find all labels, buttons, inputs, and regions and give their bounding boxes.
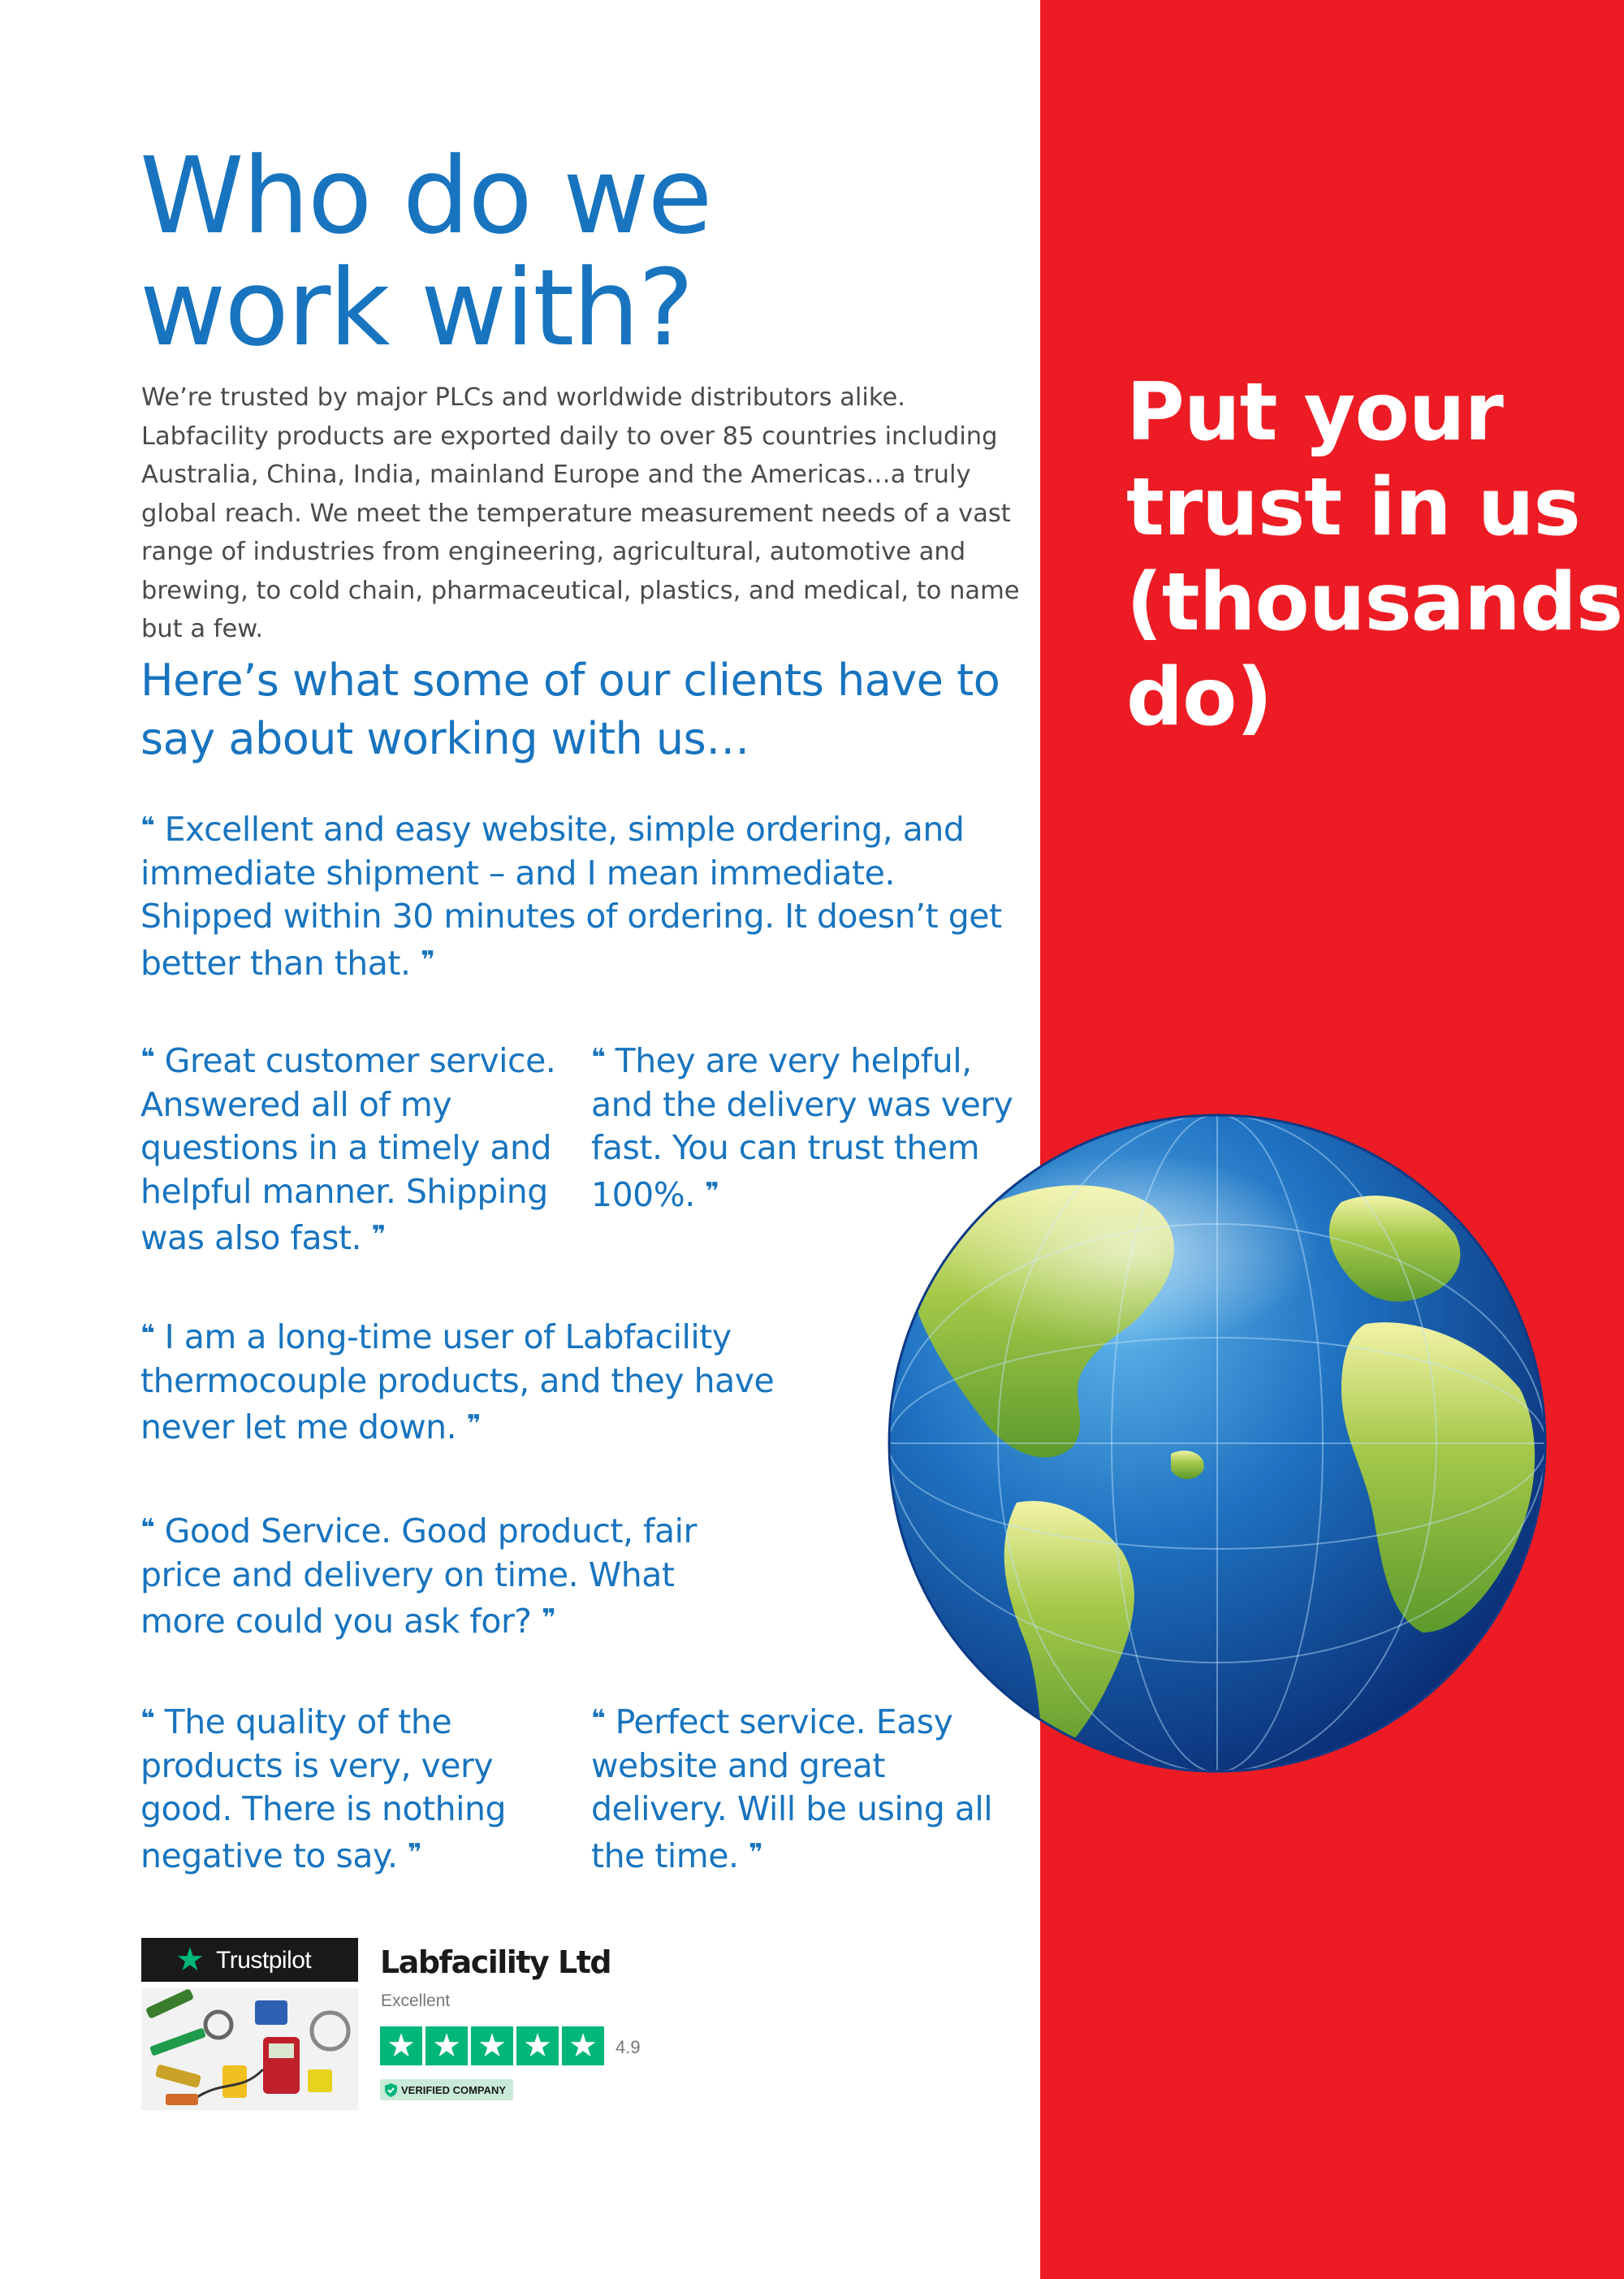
testimonial-text: Good Service. Good product, fair price and delivery on time. What more could you ask for? [140,1511,697,1641]
close-quote-icon: ❞ [421,945,435,975]
close-quote-icon: ❞ [749,1838,763,1867]
testimonial-text: Perfect service. Easy website and great delivery. Will be using all the time. [591,1702,993,1875]
star-icon: ★ [516,2026,559,2065]
testimonial-text: Great customer service. Answered all of my questions in a timely and helpful manner. Shipping was also fast. [140,1041,556,1257]
star-icon: ★ [562,2026,604,2065]
testimonial-text: I am a long-time user of Labfacility thermocouple products, and they have never let me down. [140,1317,775,1447]
globe-illustration [887,1113,1548,1775]
open-quote-icon: ❝ [140,1320,155,1348]
side-heading: Put your trust in us (thousands do) [1126,366,1623,744]
rating-score: 4.9 [615,2037,641,2057]
star-icon: ★ [380,2026,422,2065]
company-name: Labfacility Ltd [380,1944,611,1980]
open-quote-icon: ❝ [591,1044,606,1072]
close-quote-icon: ❞ [371,1221,386,1249]
star-icon: ★ [471,2026,513,2065]
rating-label: Excellent [381,1991,451,2010]
trustpilot-logo [141,1938,358,1982]
page-title: Who do we work with? [140,134,711,370]
trustpilot-widget [141,1938,661,2117]
open-quote-icon: ❝ [140,1044,155,1072]
star-icon: ★ [425,2026,468,2065]
trustpilot-brand: Trustpilot [216,1947,312,1974]
close-quote-icon: ❞ [408,1838,422,1867]
open-quote-icon: ❝ [140,1705,155,1733]
close-quote-icon: ❞ [542,1604,556,1632]
open-quote-icon: ❝ [140,812,155,841]
testimonial [140,1036,563,1261]
testimonial-text: Excellent and easy website, simple ordering, and immediate shipment – and I mean immediate. Shipped within 30 minutes of ordering. It doesn’t get better than that. [140,810,1002,983]
shield-check-icon [385,2083,397,2097]
intro-paragraph: We’re trusted by major PLCs and worldwide distributors alike. Labfacility products are exported daily to over 85 countries including Australia, China, India, mainland Europe and the Americas…a truly global reach. We meet the temperature measurement needs of a vast range of industries from engineering, agricultural, automotive and brewing, to cold chain, pharmaceutical, plastics, and medical, to name but a few. [141,383,1020,643]
testimonial [140,1507,709,1644]
testimonial-text: They are very helpful, and the delivery was very fast. You can trust them 100%. [591,1041,1013,1214]
products-photo [141,1988,358,2110]
testimonial [140,1312,790,1450]
rating-stars [380,2026,604,2065]
testimonial [140,1697,559,1878]
testimonial-text: The quality of the products is very, very good. There is nothing negative to say. [140,1702,507,1875]
open-quote-icon: ❝ [591,1705,606,1733]
testimonial [140,805,1017,985]
close-quote-icon: ❞ [705,1177,719,1206]
open-quote-icon: ❝ [140,1514,155,1542]
close-quote-icon: ❞ [466,1410,481,1438]
trustpilot-star-icon: ★ [175,1942,205,1978]
clients-heading: Here’s what some of our clients have to say about working with us… [140,655,1000,764]
verified-text: VERIFIED COMPANY [401,2083,507,2096]
verified-badge [380,2079,513,2100]
